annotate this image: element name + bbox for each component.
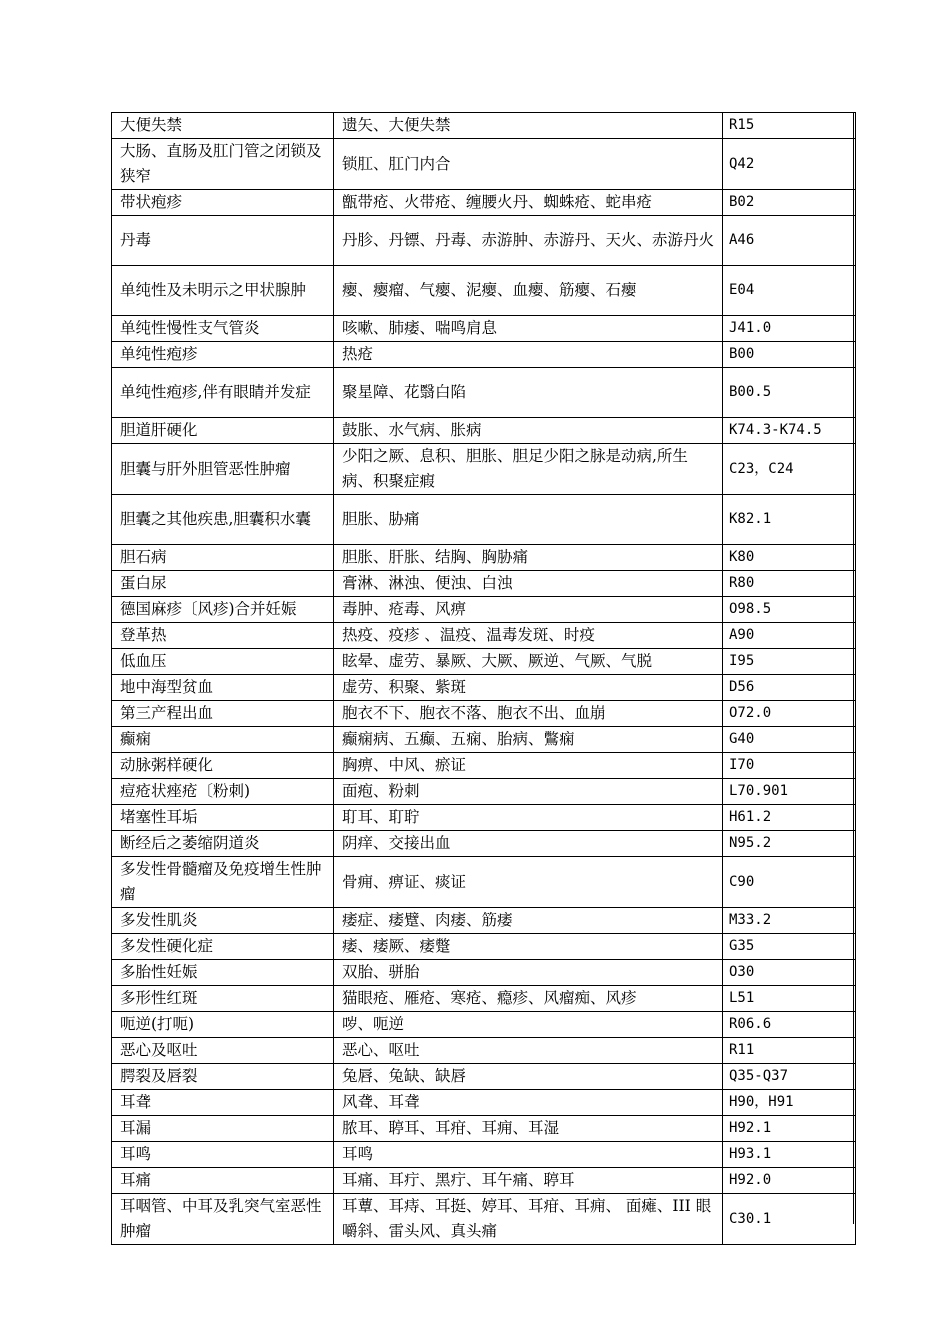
disease-name-cell: 断经后之萎缩阴道炎 — [112, 831, 334, 857]
icd-code-cell: H92.1 — [723, 1116, 856, 1142]
tcm-name-cell: 痿症、痿躄、肉痿、筋痿 — [334, 908, 723, 934]
disease-name-cell: 堵塞性耳垢 — [112, 805, 334, 831]
disease-name-cell: 胆道肝硬化 — [112, 418, 334, 444]
table-row — [112, 753, 856, 779]
tcm-name-cell: 遗矢、大便失禁 — [334, 113, 723, 139]
disease-name-cell: 多发性硬化症 — [112, 934, 334, 960]
table-row — [112, 960, 856, 986]
disease-name-cell: 登革热 — [112, 623, 334, 649]
tcm-name-cell: 兔唇、兔缺、缺唇 — [334, 1064, 723, 1090]
icd-code-cell: C23，C24 — [723, 444, 856, 495]
disease-name-cell: 单纯性疱疹,伴有眼睛并发症 — [112, 368, 334, 418]
disease-name-cell: 单纯性及未明示之甲状腺肿 — [112, 266, 334, 316]
table-row — [112, 831, 856, 857]
table-row — [112, 908, 856, 934]
disease-name-cell: 恶心及呕吐 — [112, 1038, 334, 1064]
tcm-name-cell: 耳鸣 — [334, 1142, 723, 1168]
table-row — [112, 495, 856, 545]
table-row — [112, 1090, 856, 1116]
table-row — [112, 623, 856, 649]
icd-code-cell: B00.5 — [723, 368, 856, 418]
tcm-name-cell: 耳痛、耳疔、黑疔、耳午痛、聤耳 — [334, 1168, 723, 1194]
disease-name-cell: 地中海型贫血 — [112, 675, 334, 701]
tcm-name-cell: 胆胀、肝胀、结胸、胸胁痛 — [334, 545, 723, 571]
table-row — [112, 649, 856, 675]
table-row — [112, 545, 856, 571]
tcm-name-cell: 双胎、骈胎 — [334, 960, 723, 986]
table-row — [112, 1038, 856, 1064]
disease-name-cell: 单纯性慢性支气管炎 — [112, 316, 334, 342]
icd-code-cell: C90 — [723, 857, 856, 908]
tcm-name-cell: 毒肿、疮毒、风痹 — [334, 597, 723, 623]
disease-name-cell: 胆囊与肝外胆管恶性肿瘤 — [112, 444, 334, 495]
icd-code-cell: J41.0 — [723, 316, 856, 342]
icd-code-cell: B00 — [723, 342, 856, 368]
disease-name-cell: 大便失禁 — [112, 113, 334, 139]
tcm-name-cell: 胸痹、中风、瘀证 — [334, 753, 723, 779]
icd-code-cell: M33.2 — [723, 908, 856, 934]
icd-code-cell: R15 — [723, 113, 856, 139]
disease-name-cell: 低血压 — [112, 649, 334, 675]
tcm-name-cell: 热疮 — [334, 342, 723, 368]
disease-name-cell: 耳痛 — [112, 1168, 334, 1194]
icd-code-cell: K82.1 — [723, 495, 856, 545]
tcm-name-cell: 恶心、呕吐 — [334, 1038, 723, 1064]
icd-code-cell: H93.1 — [723, 1142, 856, 1168]
icd-code-cell: I95 — [723, 649, 856, 675]
disease-code-table — [111, 112, 856, 1245]
tcm-name-cell: 鼓胀、水气病、胀病 — [334, 418, 723, 444]
tcm-name-cell: 膏淋、淋浊、便浊、白浊 — [334, 571, 723, 597]
icd-code-cell: L70.901 — [723, 779, 856, 805]
disease-name-cell: 腭裂及唇裂 — [112, 1064, 334, 1090]
table-row — [112, 1064, 856, 1090]
disease-name-cell: 耳聋 — [112, 1090, 334, 1116]
tcm-name-cell: 丹胗、丹镖、丹毒、赤游肿、赤游丹、天火、赤游丹火 — [334, 216, 723, 266]
tcm-name-cell: 虚劳、积聚、紫斑 — [334, 675, 723, 701]
icd-code-cell: H90，H91 — [723, 1090, 856, 1116]
icd-code-cell: R80 — [723, 571, 856, 597]
tcm-name-cell: 胆胀、胁痛 — [334, 495, 723, 545]
icd-code-cell: D56 — [723, 675, 856, 701]
icd-code-cell: A90 — [723, 623, 856, 649]
disease-name-cell: 德国麻疹〔风疹)合并妊娠 — [112, 597, 334, 623]
disease-name-cell: 多发性肌炎 — [112, 908, 334, 934]
table-row — [112, 266, 856, 316]
disease-name-cell: 带状疱疹 — [112, 190, 334, 216]
disease-name-cell: 第三产程出血 — [112, 701, 334, 727]
tcm-name-cell: 瘿、瘿瘤、气瘿、泥瘿、血瘿、筋瘿、石瘿 — [334, 266, 723, 316]
disease-name-cell: 耳漏 — [112, 1116, 334, 1142]
table-body — [112, 113, 856, 1245]
table-row — [112, 1194, 856, 1245]
table-row — [112, 597, 856, 623]
disease-name-cell: 多发性骨髓瘤及免疫增生性肿瘤 — [112, 857, 334, 908]
table-row — [112, 1012, 856, 1038]
tcm-name-cell: 甑带疮、火带疮、缠腰火丹、蜘蛛疮、蛇串疮 — [334, 190, 723, 216]
disease-name-cell: 呃逆(打呃) — [112, 1012, 334, 1038]
table-row — [112, 986, 856, 1012]
table-row — [112, 139, 856, 190]
disease-name-cell: 丹毒 — [112, 216, 334, 266]
table-row — [112, 342, 856, 368]
table-row — [112, 571, 856, 597]
disease-name-cell: 胆囊之其他疾患,胆囊积水囊 — [112, 495, 334, 545]
table-row — [112, 418, 856, 444]
tcm-name-cell: 面疱、粉刺 — [334, 779, 723, 805]
icd-code-cell: G35 — [723, 934, 856, 960]
tcm-name-cell: 胞衣不下、胞衣不落、胞衣不出、血崩 — [334, 701, 723, 727]
table-row — [112, 1142, 856, 1168]
disease-name-cell: 单纯性疱疹 — [112, 342, 334, 368]
tcm-name-cell: 耳蕈、耳痔、耳挺、婷耳、耳疳、耳痈、 面瘫、III 眼嚼斜、雷头风、真头痛 — [334, 1194, 723, 1245]
icd-code-cell: H92.0 — [723, 1168, 856, 1194]
tcm-name-cell: 热疫、疫疹 、温疫、温毒发斑、时疫 — [334, 623, 723, 649]
table-row — [112, 857, 856, 908]
disease-name-cell: 胆石病 — [112, 545, 334, 571]
icd-code-cell: G40 — [723, 727, 856, 753]
icd-code-cell: H61.2 — [723, 805, 856, 831]
table-row — [112, 779, 856, 805]
icd-code-cell: Q42 — [723, 139, 856, 190]
tcm-name-cell: 眩晕、虚劳、暴厥、大厥、厥逆、气厥、气脱 — [334, 649, 723, 675]
table-row — [112, 934, 856, 960]
icd-code-cell: I70 — [723, 753, 856, 779]
tcm-name-cell: 哕、呃逆 — [334, 1012, 723, 1038]
table-row — [112, 675, 856, 701]
table-row — [112, 190, 856, 216]
right-border-line — [853, 112, 854, 1224]
table-row — [112, 216, 856, 266]
table-row — [112, 805, 856, 831]
tcm-name-cell: 癫痫病、五癫、五痫、胎病、鷩痫 — [334, 727, 723, 753]
tcm-name-cell: 耵耳、耵聍 — [334, 805, 723, 831]
table-row — [112, 727, 856, 753]
table-row — [112, 444, 856, 495]
disease-name-cell: 多胎性妊娠 — [112, 960, 334, 986]
icd-code-cell: Q35-Q37 — [723, 1064, 856, 1090]
disease-name-cell: 多形性红斑 — [112, 986, 334, 1012]
icd-code-cell: O72.0 — [723, 701, 856, 727]
tcm-name-cell: 痿、痿厥、痿蹩 — [334, 934, 723, 960]
icd-code-cell: N95.2 — [723, 831, 856, 857]
disease-name-cell: 大肠、直肠及肛门管之闭锁及狭窄 — [112, 139, 334, 190]
icd-code-cell: O98.5 — [723, 597, 856, 623]
disease-name-cell: 耳咽管、中耳及乳突气室恶性肿瘤 — [112, 1194, 334, 1245]
tcm-name-cell: 脓耳、聤耳、耳疳、耳痈、耳湿 — [334, 1116, 723, 1142]
table-row — [112, 701, 856, 727]
disease-name-cell: 痘疮状痤疮〔粉刺) — [112, 779, 334, 805]
disease-name-cell: 耳鸣 — [112, 1142, 334, 1168]
table-row — [112, 113, 856, 139]
tcm-name-cell: 风聋、耳聋 — [334, 1090, 723, 1116]
icd-code-cell: R11 — [723, 1038, 856, 1064]
disease-name-cell: 蛋白尿 — [112, 571, 334, 597]
icd-code-cell: E04 — [723, 266, 856, 316]
icd-code-cell: K74.3-K74.5 — [723, 418, 856, 444]
icd-code-cell: A46 — [723, 216, 856, 266]
tcm-name-cell: 猫眼疮、雁疮、寒疮、瘾疹、风瘤痴、风疹 — [334, 986, 723, 1012]
tcm-name-cell: 阴痒、交接出血 — [334, 831, 723, 857]
table-row — [112, 1116, 856, 1142]
tcm-name-cell: 咳嗽、肺痿、喘鸣肩息 — [334, 316, 723, 342]
disease-name-cell: 癫痫 — [112, 727, 334, 753]
icd-code-cell: R06.6 — [723, 1012, 856, 1038]
icd-code-cell: O30 — [723, 960, 856, 986]
tcm-name-cell: 聚星障、花翳白陷 — [334, 368, 723, 418]
tcm-name-cell: 少阳之厥、息积、胆胀、胆足少阳之脉是动病,所生病、积聚症瘕 — [334, 444, 723, 495]
table-row — [112, 316, 856, 342]
tcm-name-cell: 锁肛、肛门内合 — [334, 139, 723, 190]
tcm-name-cell: 骨痈、痹证、痰证 — [334, 857, 723, 908]
table-row — [112, 368, 856, 418]
icd-code-cell: C30.1 — [723, 1194, 856, 1245]
disease-name-cell: 动脉粥样硬化 — [112, 753, 334, 779]
table-row — [112, 1168, 856, 1194]
icd-code-cell: L51 — [723, 986, 856, 1012]
icd-code-cell: K80 — [723, 545, 856, 571]
icd-code-cell: B02 — [723, 190, 856, 216]
